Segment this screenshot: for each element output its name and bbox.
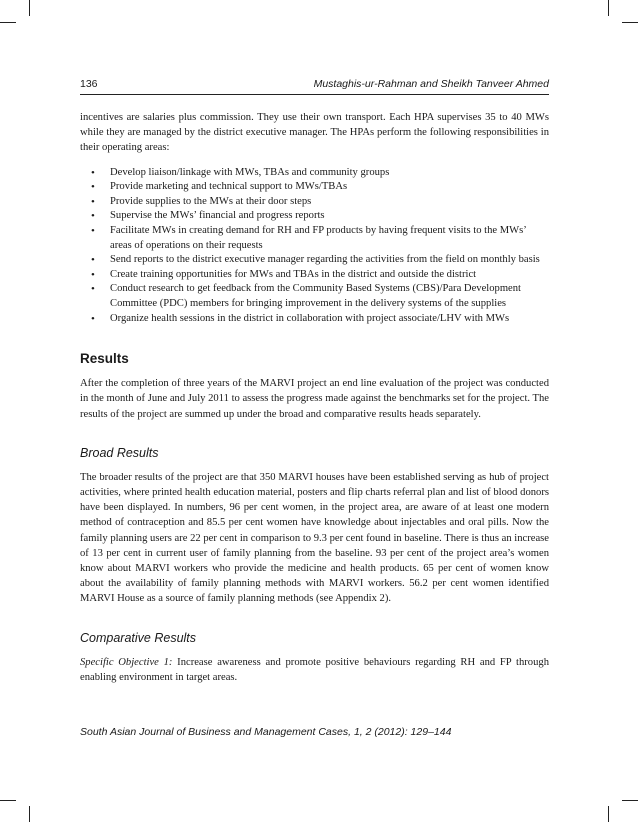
objective-label: Specific Objective 1: <box>80 656 173 668</box>
objective-paragraph <box>80 655 549 685</box>
crop-mark-top-right-h <box>622 22 638 23</box>
list-item <box>91 180 549 195</box>
list-item <box>91 166 549 181</box>
list-item <box>91 195 549 210</box>
list-item <box>91 282 549 311</box>
crop-mark-top-left-h <box>0 22 16 23</box>
bullet-icon: • <box>91 268 95 281</box>
list-item-text: Provide marketing and technical support to MWs/TBAs <box>110 181 348 193</box>
running-head-authors: Mustaghis-ur-Rahman and Sheikh Tanveer Ahmed <box>313 78 549 90</box>
intro-paragraph: incentives are salaries plus commission. They use their own transport. Each HPA supervises 35 to 40 MWs while they are managed by the district executive manager. The HPAs perform the following responsibilities in their operating areas: <box>80 112 549 154</box>
bullet-icon: • <box>91 224 95 237</box>
bullet-icon: • <box>91 210 95 223</box>
list-item-text: Provide supplies to the MWs at their door steps <box>110 195 312 207</box>
bullet-icon: • <box>91 195 95 208</box>
crop-mark-bottom-left-v <box>29 806 30 822</box>
running-head <box>80 78 549 95</box>
results-heading: Results <box>80 351 129 367</box>
list-item-text: Conduct research to get feedback from the Community Based Systems (CBS)/Para Development Committee (PDC) members for bringing improvement in the delivery systems of the supplies <box>110 283 522 309</box>
crop-mark-top-left-v <box>29 0 30 16</box>
bullet-icon: • <box>91 283 95 296</box>
bullet-icon: • <box>91 254 95 267</box>
broad-results-paragraph: The broader results of the project are that 350 MARVI houses have been established serving as hub of project activities, where printed health education material, posters and flip charts referral plan and list of blood donors have been displayed. In numbers, 96 per cent women, in the project area, are aware of at least one modern method of contraception and 85.5 per cent women have knowledge about injectables and oral pills. Now the family planning users are 22 per cent in comparison to 9.3 per cent found in baseline. There is thus an increase of 13 per cent in current user of family planning from the baseline. 93 per cent of the project area’s women know about MARVI workers who provide the medicine and health products. 65 per cent of women know about the availability of family planning methods with MARVI workers. 56.2 per cent women identified MARVI House as a source of family planning methods (see Appendix 2). <box>80 471 549 605</box>
list-item-text: Facilitate MWs in creating demand for RH and FP products by having frequent visits to the MWs’ areas of operations on their requests <box>110 224 527 251</box>
crop-mark-bottom-right-v <box>608 806 609 822</box>
objective-text: Increase awareness and promote positive behaviours regarding RH and FP through enabling environment in target areas. <box>80 656 549 683</box>
crop-mark-top-right-v <box>608 0 609 16</box>
results-paragraph: After the completion of three years of the MARVI project an end line evaluation of the project was conducted in the month of June and July 2011 to assess the progress made against the benchmarks set for the project. The results of the project are summed up under the broad and comparative results heads separately. <box>80 378 549 420</box>
list-item-text: Supervise the MWs’ financial and progress reports <box>110 210 325 222</box>
bullet-icon: • <box>91 181 95 194</box>
list-item <box>91 253 549 268</box>
list-item-text: Send reports to the district executive manager regarding the activities from the field on monthly basis <box>110 254 540 266</box>
responsibilities-list <box>80 166 549 327</box>
page-content <box>80 78 549 685</box>
list-item <box>91 224 549 253</box>
list-item-text: Organize health sessions in the district in collaboration with project associate/LHV with MWs <box>110 312 510 324</box>
bullet-icon: • <box>91 166 95 179</box>
page-number: 136 <box>80 78 98 90</box>
broad-results-heading: Broad Results <box>80 445 159 460</box>
crop-mark-bottom-right-h <box>622 800 638 801</box>
bullet-icon: • <box>91 312 95 325</box>
journal-citation-footer: South Asian Journal of Business and Management Cases, 1, 2 (2012): 129–144 <box>80 726 452 738</box>
list-item-text: Create training opportunities for MWs and TBAs in the district and outside the district <box>110 268 477 280</box>
list-item <box>91 209 549 224</box>
list-item <box>91 312 549 327</box>
list-item <box>91 268 549 283</box>
crop-mark-bottom-left-h <box>0 800 16 801</box>
comparative-results-heading: Comparative Results <box>80 630 197 645</box>
list-item-text: Develop liaison/linkage with MWs, TBAs and community groups <box>110 166 390 178</box>
